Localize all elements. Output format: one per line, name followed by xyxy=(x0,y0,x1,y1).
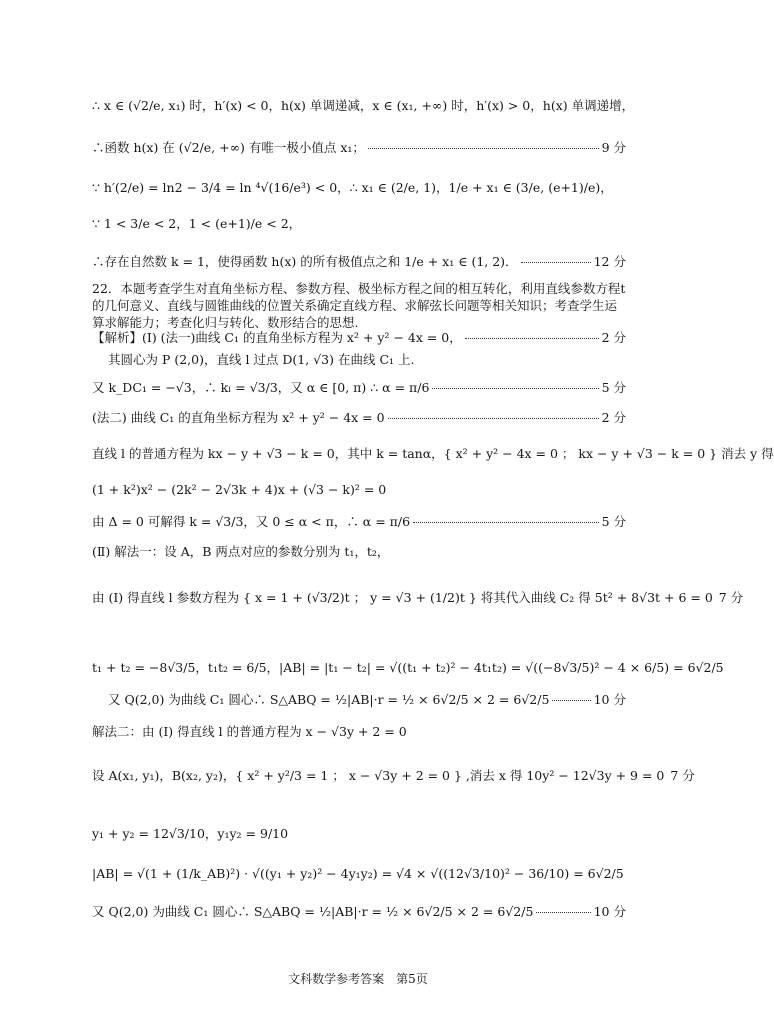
text-line: 又 k_DC₁ = −√3，∴ kₗ = √3/3，又 α ∈ [0, π) ∴ α = π/6 xyxy=(92,380,430,395)
text-line: 其圆心为 P (2,0)，直线 l 过点 D(1, √3) 在曲线 C₁ 上. xyxy=(108,352,415,367)
score-line xyxy=(92,590,744,606)
score-line xyxy=(92,904,626,920)
score-line xyxy=(92,330,626,346)
text-line: (法二) 曲线 C₁ 的直角坐标方程为 x² + y² − 4x = 0 xyxy=(92,410,385,425)
score-line xyxy=(92,410,626,426)
dotted-leader xyxy=(413,521,599,523)
text-line: t₁ + t₂ = −8√3/5，t₁t₂ = 6/5，|AB| = |t₁ − t₂| = √((t₁ + t₂)² − 4t₁t₂) = √((−8√3/5)² − 4 × 6/5) = 6√2/5 xyxy=(92,660,724,675)
text-line: 解法二：由 (Ⅰ) 得直线 l 的普通方程为 x − √3y + 2 = 0 xyxy=(92,724,407,739)
text-line: ∵ 1 < 3/e < 2，1 < (e+1)/e < 2， xyxy=(92,216,302,231)
text-line: 又 Q(2,0) 为曲线 C₁ 圆心∴ S△ABQ = ½|AB|·r = ½ × 6√2/5 × 2 = 6√2/5 xyxy=(108,692,550,707)
score-label: 12 分 xyxy=(593,254,626,269)
text-line: ∴存在自然数 k = 1，使得函数 h(x) 的所有极值点之和 1/e + x₁ ∈ (1, 2)． xyxy=(92,254,518,269)
score-label: 5 分 xyxy=(601,380,626,395)
score-label: 10 分 xyxy=(593,692,626,707)
dotted-leader xyxy=(536,911,590,913)
score-label: 7 分 xyxy=(670,768,695,783)
dotted-leader xyxy=(552,699,590,701)
page-footer: 文科数学参考答案 第5页 xyxy=(288,972,428,986)
score-label: 10 分 xyxy=(593,904,626,919)
score-line xyxy=(92,380,626,396)
text-line: 设 A(x₁, y₁)，B(x₂, y₂)，{ x² + y²/3 = 1 ； x − √3y + 2 = 0 } ,消去 x 得 10y² − 12√3y + 9 = 0 xyxy=(92,768,665,783)
text-line: 【解析】(Ⅰ) (法一)曲线 C₁ 的直角坐标方程为 x² + y² − 4x = 0， xyxy=(92,330,462,345)
score-label: 2 分 xyxy=(601,330,626,345)
text-line: 直线 l 的普通方程为 kx − y + √3 − k = 0，其中 k = tanα，{ x² + y² − 4x = 0 ； kx − y + √3 − k = 0 } 消去 y 得 xyxy=(92,446,774,461)
text-line: 由 (Ⅰ) 得直线 l 参数方程为 { x = 1 + (√3/2)t ； y = √3 + (1/2)t } 将其代入曲线 C₂ 得 5t² + 8√3t + 6 = 0 xyxy=(92,590,713,605)
score-label: 7 分 xyxy=(718,590,744,605)
text-line: ∴函数 h(x) 在 (√2/e, +∞) 有唯一极小值点 x₁； xyxy=(92,140,365,155)
dotted-leader xyxy=(388,417,599,419)
dotted-leader xyxy=(368,147,599,149)
score-label: 9 分 xyxy=(601,140,626,155)
dotted-leader xyxy=(465,337,599,339)
score-line xyxy=(92,140,626,156)
problem-intro: 22．本题考查学生对直角坐标方程、参数方程、极坐标方程之间的相互转化，利用直线参数方程t的几何意义、直线与圆锥曲线的位置关系确定直线方程、求解弦长问题等相关知识；考查学生运算求解能力；考查化归与转化、数形结合的思想. xyxy=(92,281,626,330)
dotted-leader xyxy=(521,261,591,263)
text-line: ∴ x ∈ (√2/e, x₁) 时，h′(x) < 0，h(x) 单调递减，x ∈ (x₁, +∞) 时，h′(x) > 0，h(x) 单调递增， xyxy=(92,98,635,113)
text-line: (1 + k²)x² − (2k² − 2√3k + 4)x + (√3 − k)² = 0 xyxy=(92,482,387,497)
text-line: (Ⅱ) 解法一：设 A，B 两点对应的参数分别为 t₁，t₂， xyxy=(92,544,390,559)
score-line xyxy=(92,514,626,530)
dotted-leader xyxy=(432,387,598,389)
score-label: 2 分 xyxy=(601,410,626,425)
score-line xyxy=(92,768,695,784)
score-line xyxy=(108,692,626,708)
text-line: ∵ h′(2/e) = ln2 − 3/4 = ln ⁴√(16/e³) < 0，∴ x₁ ∈ (2/e, 1)，1/e + x₁ ∈ (3/e, (e+1)/e)， xyxy=(92,180,613,195)
score-label: 5 分 xyxy=(601,514,626,529)
text-line: 由 Δ = 0 可解得 k = √3/3，又 0 ≤ α < π，∴ α = π/6 xyxy=(92,514,411,529)
score-line xyxy=(92,254,626,270)
text-line: y₁ + y₂ = 12√3/10，y₁y₂ = 9/10 xyxy=(92,826,289,841)
text-line: |AB| = √(1 + (1/k_AB)²) · √((y₁ + y₂)² − 4y₁y₂) = √4 × √((12√3/10)² − 36/10) = 6√2/5 xyxy=(92,866,624,881)
text-line: 又 Q(2,0) 为曲线 C₁ 圆心∴ S△ABQ = ½|AB|·r = ½ × 6√2/5 × 2 = 6√2/5 xyxy=(92,904,534,919)
